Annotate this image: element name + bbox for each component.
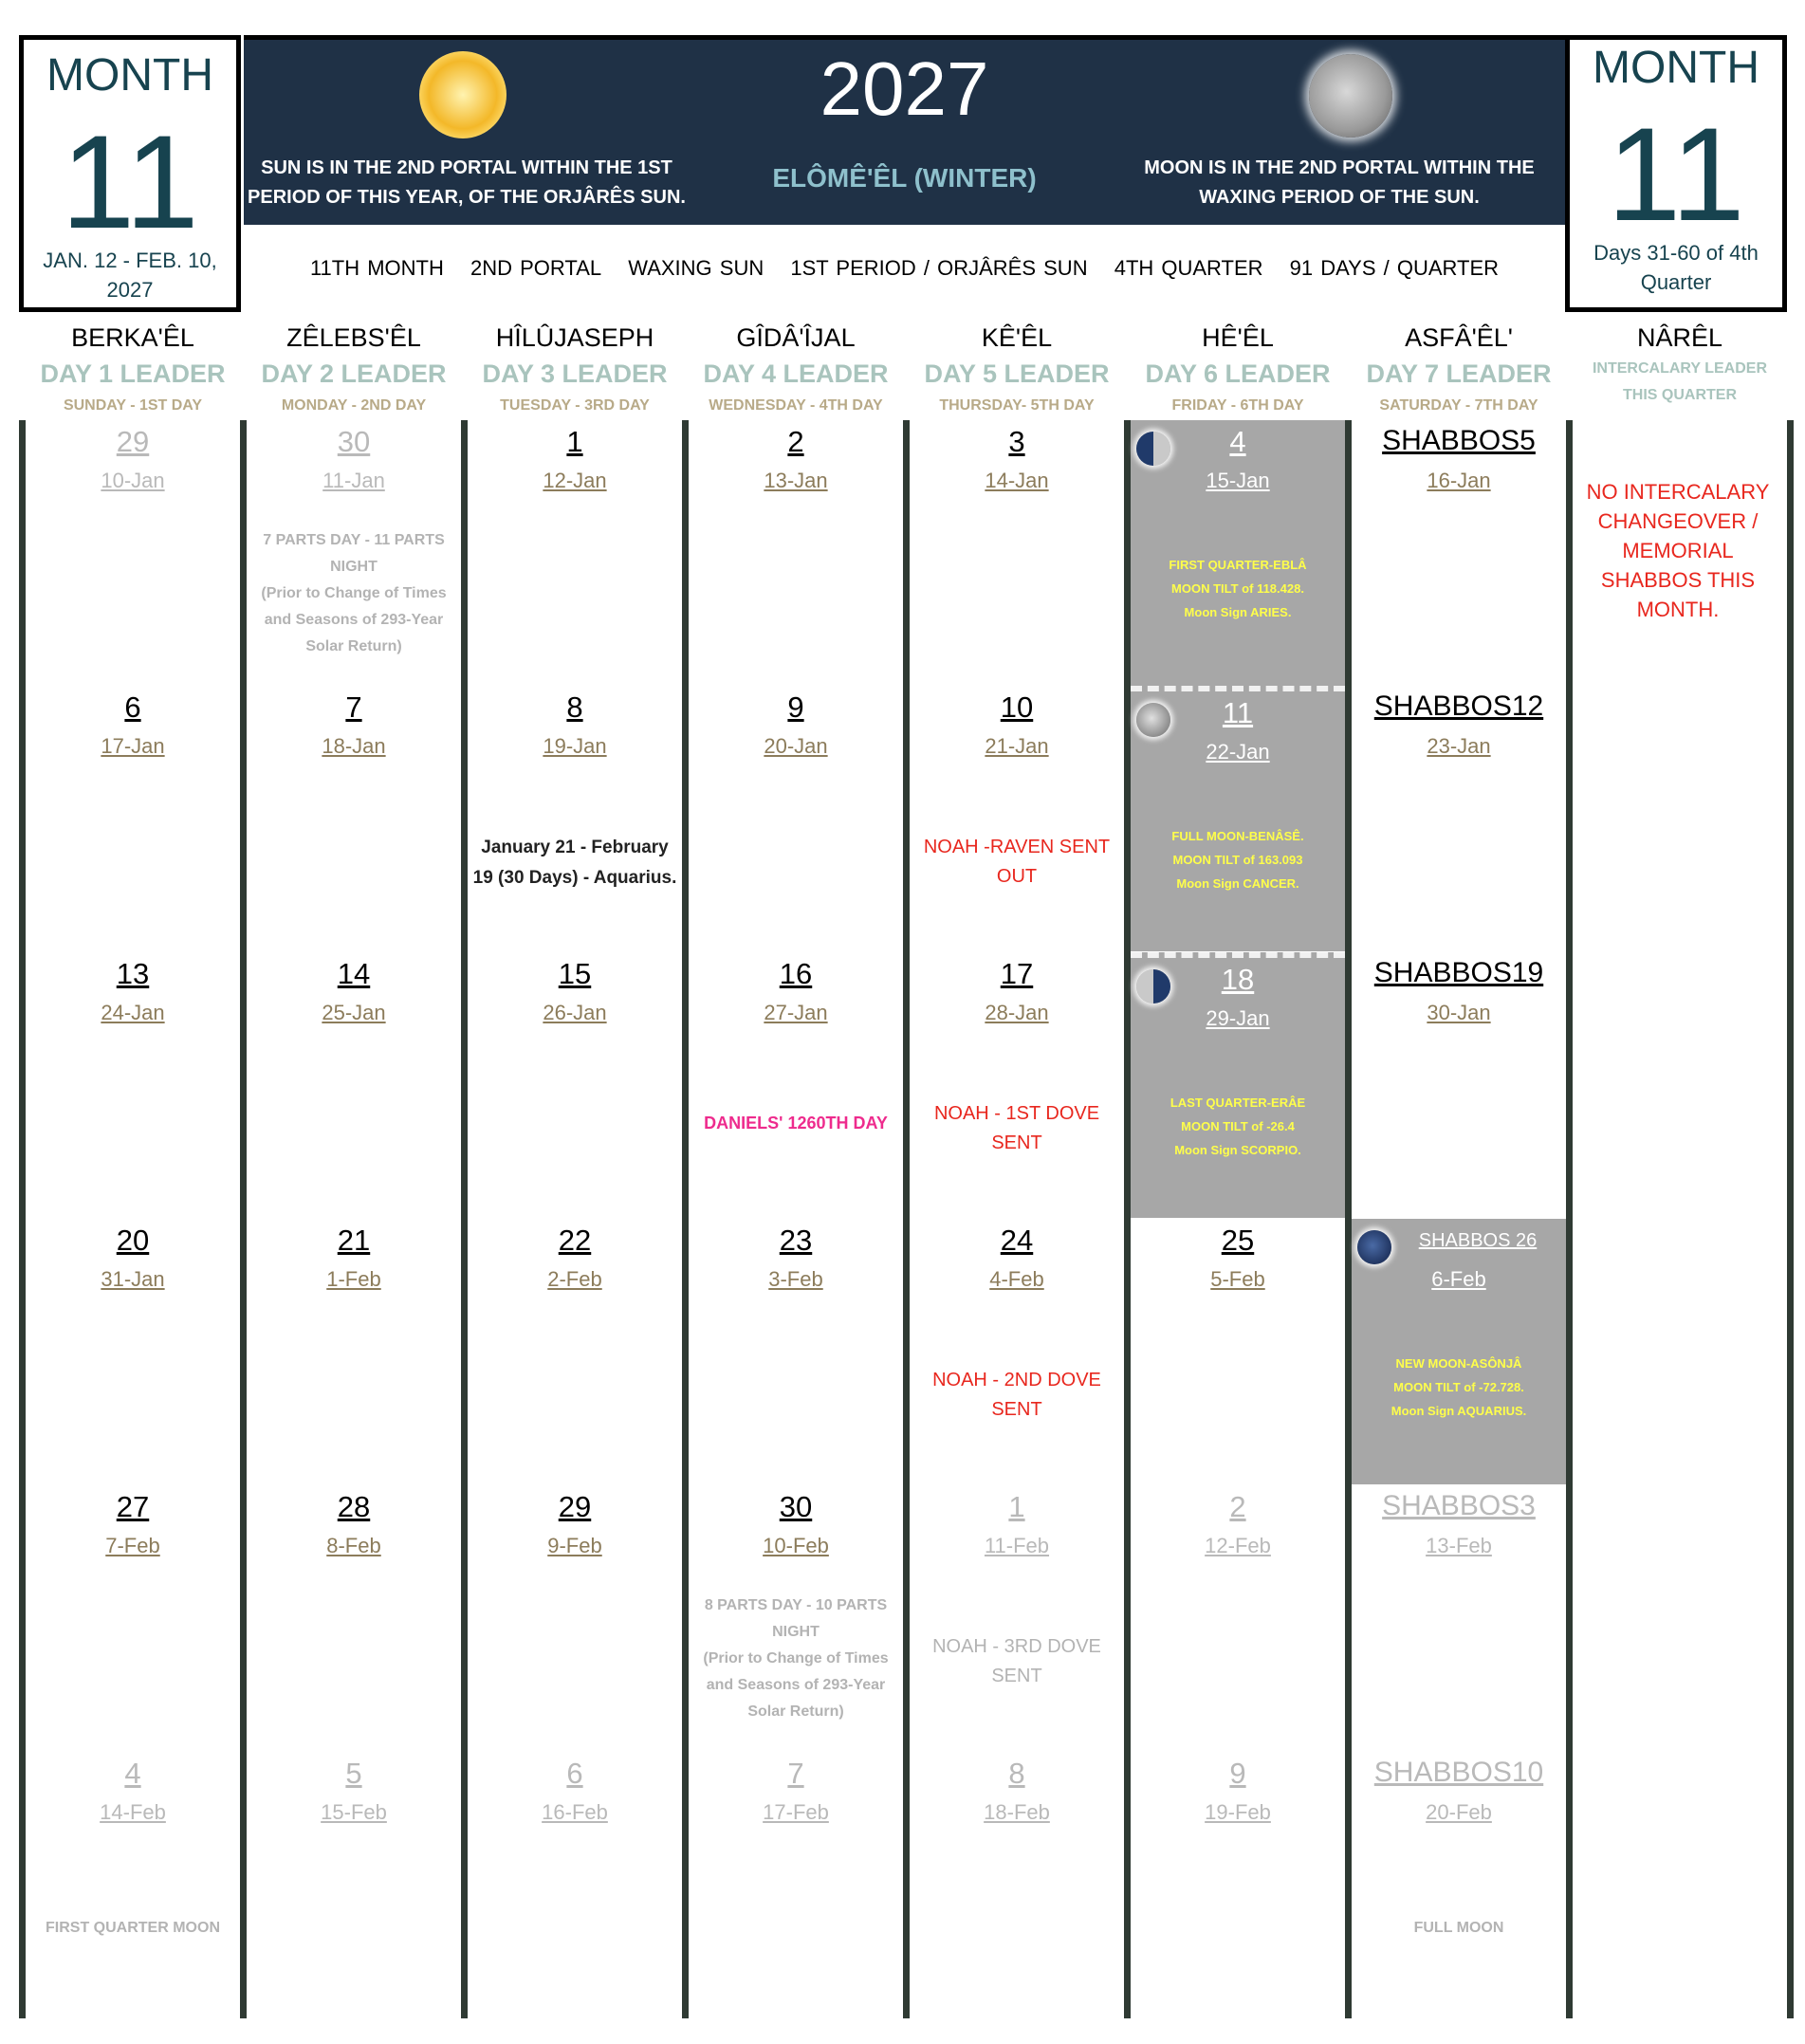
grid-line <box>19 420 26 2018</box>
month-label: MONTH <box>46 50 213 101</box>
full-moon-note: FULL MOON <box>1413 1920 1504 1936</box>
grid-line <box>903 420 910 2018</box>
shabbos-cell[interactable]: SHABBOS10 20-Feb FULL MOON <box>1352 1752 1566 2017</box>
month-number: 11 <box>61 107 199 256</box>
day-header-4: GÎDÂ'ÎJAL DAY 4 LEADER WEDNESDAY - 4TH DAY <box>703 323 889 414</box>
day-cell[interactable]: 22 2-Feb <box>547 1224 602 1291</box>
day-cell[interactable]: 15 26-Jan <box>543 957 607 1024</box>
sun-portal-note: SUN IS IN THE 2ND PORTAL WITHIN THE 1ST PERIOD OF THIS YEAR, OF THE ORJÂRÊS SUN. <box>248 157 686 208</box>
day-cell[interactable]: 1 11-Feb NOAH - 3RD DOVE SENT <box>910 1485 1124 1751</box>
day-cell[interactable]: 30 11-Jan 7 PARTS DAY - 11 PARTS NIGHT (Prior to Change of Times and Seasons of 293-Year Solar Return) <box>247 420 461 686</box>
day-cell[interactable]: 5 15-Feb <box>321 1757 387 1824</box>
day-cell[interactable]: 4 14-Feb FIRST QUARTER MOON <box>26 1752 240 2017</box>
info-month: 11TH MONTH <box>309 256 444 280</box>
day-cell[interactable]: 2 12-Feb <box>1205 1490 1271 1557</box>
day-cell[interactable]: 9 19-Feb <box>1205 1757 1271 1824</box>
shabbos-cell[interactable]: SHABBOS5 16-Jan <box>1382 425 1536 492</box>
info-portal: 2ND PORTAL <box>470 256 602 280</box>
day-cell[interactable]: 29 10-Jan <box>101 425 165 492</box>
day-header-6: HÊ'ÊL DAY 6 LEADER FRIDAY - 6TH DAY <box>1145 323 1331 414</box>
shabbos-cell[interactable]: SHABBOS3 13-Feb <box>1382 1490 1536 1557</box>
parts-day-note: 8 PARTS DAY - 10 PARTS NIGHT (Prior to Change of Times and Seasons of 293-Year Solar Return) <box>703 1597 889 1720</box>
day-cell[interactable]: 6 16-Feb <box>542 1757 608 1824</box>
day-header-3: HÎLÛJASEPH DAY 3 LEADER TUESDAY - 3RD DAY <box>482 323 668 414</box>
day-cell[interactable]: 23 3-Feb <box>768 1224 823 1291</box>
quarter-days-line2: Quarter <box>1640 270 1712 294</box>
day-cell-moon[interactable]: 11 22-Jan FULL MOON-BENÂSÊ. MOON TILT of 163.093 Moon Sign CANCER. <box>1131 686 1345 951</box>
grid-line <box>461 420 468 2018</box>
day-cell-moon[interactable]: 4 15-Jan FIRST QUARTER-EBLÂ MOON TILT of 118.428. Moon Sign ARIES. <box>1131 420 1345 686</box>
day-cell[interactable]: 30 10-Feb 8 PARTS DAY - 10 PARTS NIGHT (Prior to Change of Times and Seasons of 293-Year Solar Return) <box>689 1485 903 1751</box>
day-cell[interactable]: 6 17-Jan <box>101 691 165 758</box>
day-cell[interactable]: 17 28-Jan NOAH - 1ST DOVE SENT <box>910 952 1124 1218</box>
new-moon-icon <box>1357 1230 1391 1264</box>
day-cell-moon[interactable]: 18 29-Jan LAST QUARTER-ERÂE MOON TILT of -26.4 Moon Sign SCORPIO. <box>1131 952 1345 1218</box>
day-header-1: BERKA'ÊL DAY 1 LEADER SUNDAY - 1ST DAY <box>40 323 226 414</box>
moon-phase-note: NEW MOON-ASÔNJÂ MOON TILT of -72.728. Moon Sign AQUARIUS. <box>1391 1356 1527 1418</box>
grid-line <box>1124 420 1131 2018</box>
day-cell[interactable]: 27 7-Feb <box>105 1490 160 1557</box>
moon-phase-note: LAST QUARTER-ERÂE MOON TILT of -26.4 Moon Sign SCORPIO. <box>1170 1096 1306 1157</box>
month-number: 11 <box>1607 100 1745 249</box>
day-cell[interactable]: 9 20-Jan <box>764 691 828 758</box>
moon-portal-note: MOON IS IN THE 2ND PORTAL WITHIN THE WAXING PERIOD OF THE SUN. <box>1144 157 1535 208</box>
day-header-narel: NÂRÊL INTERCALARY LEADER THIS QUARTER <box>1592 323 1767 403</box>
day-cell[interactable]: 7 17-Feb <box>763 1757 829 1824</box>
grid-line <box>240 420 247 2018</box>
parts-day-note: 7 PARTS DAY - 11 PARTS NIGHT (Prior to Change of Times and Seasons of 293-Year Solar Return) <box>261 532 447 654</box>
sun-icon <box>419 51 507 138</box>
daniels-note: DANIELS' 1260TH DAY <box>704 1114 888 1132</box>
raven-note: NOAH -RAVEN SENT OUT <box>923 837 1111 887</box>
dove2-note: NOAH - 2ND DOVE SENT <box>932 1370 1101 1420</box>
intercalary-note: NO INTERCALARY CHANGEOVER / MEMORIAL SHABBOS THIS MONTH. <box>1586 480 1770 621</box>
day-cell[interactable]: 10 21-Jan NOAH -RAVEN SENT OUT <box>910 686 1124 951</box>
month-box-left <box>19 35 241 312</box>
month-range-line2: 2027 <box>106 278 154 302</box>
dove1-note: NOAH - 1ST DOVE SENT <box>933 1103 1100 1153</box>
info-days: 91 DAYS / QUARTER <box>1289 256 1500 280</box>
month-label: MONTH <box>1593 43 1759 93</box>
day-cell[interactable]: 8 18-Feb <box>984 1757 1050 1824</box>
grid-line <box>1345 420 1352 2018</box>
day-cell[interactable]: 24 4-Feb NOAH - 2ND DOVE SENT <box>910 1219 1124 1484</box>
day-cell[interactable]: 13 24-Jan <box>101 957 165 1024</box>
day-cell[interactable]: 20 31-Jan <box>101 1224 165 1291</box>
info-quarter: 4TH QUARTER <box>1114 256 1263 280</box>
full-moon-icon <box>1309 54 1392 138</box>
day-cell[interactable]: 29 9-Feb <box>547 1490 602 1557</box>
day-cell[interactable]: 7 18-Jan <box>322 691 386 758</box>
moon-phase-note: FULL MOON-BENÂSÊ. MOON TILT of 163.093 Moon Sign CANCER. <box>1171 829 1304 891</box>
day-cell[interactable]: 1 12-Jan <box>543 425 607 492</box>
day-cell[interactable]: 16 27-Jan DANIELS' 1260TH DAY <box>689 952 903 1218</box>
day-cell[interactable]: 14 25-Jan <box>322 957 386 1024</box>
info-period: 1ST PERIOD / ORJÂRÊS SUN <box>790 256 1088 280</box>
grid-line <box>1787 420 1794 2018</box>
grid-line <box>1566 420 1573 2018</box>
year-title: 2027 <box>820 46 989 131</box>
moon-phase-note: FIRST QUARTER-EBLÂ MOON TILT of 118.428. Moon Sign ARIES. <box>1169 558 1307 619</box>
day-cell[interactable]: 2 13-Jan <box>764 425 828 492</box>
header-banner <box>244 35 1565 225</box>
day-cell[interactable]: 8 19-Jan January 21 - February 19 (30 Days) - Aquarius. <box>468 686 682 951</box>
first-quarter-moon-note: FIRST QUARTER MOON <box>46 1920 220 1936</box>
month-box-right <box>1565 35 1787 312</box>
day-cell[interactable]: 28 8-Feb <box>326 1490 381 1557</box>
dove3-note: NOAH - 3RD DOVE SENT <box>932 1636 1101 1686</box>
shabbos-cell-moon[interactable]: SHABBOS 26 6-Feb NEW MOON-ASÔNJÂ MOON TILT of -72.728. Moon Sign AQUARIUS. <box>1352 1219 1566 1484</box>
day-cell[interactable]: 3 14-Jan <box>985 425 1049 492</box>
day-header-7: ASFÂ'ÊL' DAY 7 LEADER SATURDAY - 7TH DAY <box>1366 323 1552 414</box>
season-title: ELÔMÊ'ÊL (WINTER) <box>772 163 1037 193</box>
day-header-2: ZÊLEBS'ÊL DAY 2 LEADER MONDAY - 2ND DAY <box>261 323 447 414</box>
aquarius-note: January 21 - February 19 (30 Days) - Aquarius. <box>472 838 677 888</box>
day-cell[interactable]: 25 5-Feb <box>1210 1224 1265 1291</box>
shabbos-cell[interactable]: SHABBOS12 23-Jan <box>1373 691 1544 758</box>
quarter-days-line1: Days 31-60 of 4th <box>1593 241 1759 265</box>
info-bar <box>244 256 1565 281</box>
day-header-5: KÊ'ÊL DAY 5 LEADER THURSDAY- 5TH DAY <box>924 323 1110 414</box>
grid-line <box>682 420 689 2018</box>
info-sun: WAXING SUN <box>628 256 764 280</box>
day-cell[interactable]: 21 1-Feb <box>326 1224 381 1291</box>
shabbos-cell[interactable]: SHABBOS19 30-Jan <box>1373 957 1544 1024</box>
month-range-line1: JAN. 12 - FEB. 10, <box>43 249 217 272</box>
